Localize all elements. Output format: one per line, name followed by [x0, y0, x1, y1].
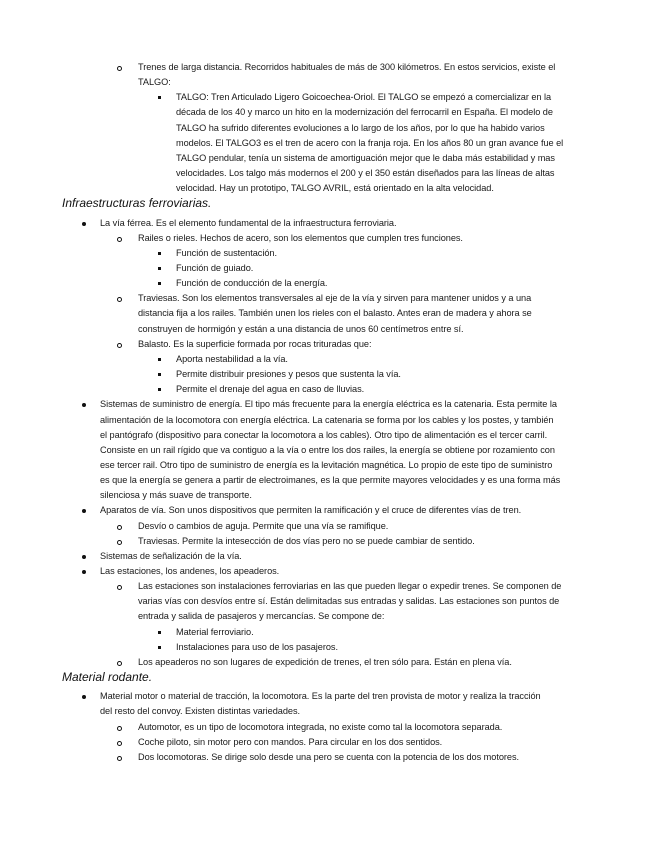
list-item-continuation: velocidad. Hay un prototipo, TALGO AVRIL, está orientado en la alta velocidad.: [176, 183, 494, 194]
list-item-text: Aparatos de vía. Son unos dispositivos que permiten la ramificación y el cruce de diferentes vías de tren.: [100, 505, 522, 516]
list-item-continuation: del resto del convoy. Existen distintas variedades.: [100, 706, 301, 717]
list-item-text: Material ferroviario.: [176, 626, 254, 637]
list-item-text: Sistemas de suministro de energía. El tipo más frecuente para la energía eléctrica es la catenaria. Esta permite la: [100, 399, 557, 410]
bullet-disc-icon: [82, 403, 86, 407]
section-heading: Material rodante.: [62, 670, 153, 685]
list-item-continuation: silenciosa y más suave de transporte.: [100, 490, 252, 501]
list-item-text: Las estaciones, los andenes, los apeaderos.: [100, 566, 280, 576]
list-item-continuation: construyen de hormigón y están a una distancia de unos 60 centímetros entre sí.: [138, 323, 464, 334]
list-item-text: Función de conducción de la energía.: [176, 278, 328, 289]
list-item-text: Balasto. Es la superficie formada por rocas trituradas que:: [138, 338, 372, 349]
list-item-text: Permite el drenaje del agua en caso de lluvias.: [176, 384, 365, 395]
bullet-circle-icon: [117, 237, 122, 242]
list-item-text: Las estaciones son instalaciones ferroviarias en las que pueden llegar o expedir trenes. Se componen de: [138, 581, 562, 592]
list-item-text: Dos locomotoras. Se dirige solo desde una pero se cuenta con la potencia de los dos motores.: [138, 751, 519, 762]
list-item-text: Traviesas. Permite la intesección de dos vías pero no se puede cambiar de sentido.: [138, 535, 475, 546]
list-item-text: Instalaciones para uso de los pasajeros.: [176, 641, 338, 652]
list-item-text: Desvío o cambios de aguja. Permite que una vía se ramifique.: [138, 520, 389, 531]
list-item-continuation: alimentación de la locomotora con energía eléctrica. La catenaria se forma por los cables y los postes, y también: [100, 414, 554, 425]
list-item-text: Función de sustentación.: [176, 247, 277, 258]
list-item-continuation: TALGO pendular, tenía un sistema de amortiguación mejor que le daba más estabilidad y mas: [176, 152, 555, 163]
list-item-text: Railes o rieles. Hechos de acero, son los elementos que cumplen tres funciones.: [138, 232, 463, 243]
list-item-text: Coche piloto, sin motor pero con mandos. Para circular en los dos sentidos.: [138, 736, 443, 747]
list-item-text: Función de guiado.: [176, 263, 254, 273]
bullet-square-icon: [158, 373, 161, 376]
list-item-continuation: entrada y salida de pasajeros y mercancías. Se compone de:: [138, 611, 385, 622]
list-item-text: Aporta nestabilidad a la vía.: [176, 353, 288, 364]
list-item-text: TALGO: Tren Articulado Ligero Goicoechea-Oriol. El TALGO se empezó a comercializar en la: [176, 92, 552, 103]
list-item-continuation: ese tercer rail. Otro tipo de suministro de energía es la levitación magnética. Lo propio de este tipo de suministro: [100, 459, 553, 470]
bullet-circle-icon: [117, 661, 122, 666]
bullet-square-icon: [158, 631, 161, 634]
bullet-circle-icon: [117, 525, 122, 530]
list-item-continuation: TALGO ha sufrido diferentes evoluciones a lo largo de los años, por lo que ha habido varios: [176, 122, 545, 133]
bullet-square-icon: [158, 646, 161, 649]
bullet-circle-icon: [117, 66, 122, 71]
list-item-continuation: es que la energía se genera a partir de electroimanes, es la que permite mayores velocidades y es una forma más: [100, 475, 561, 486]
bullet-disc-icon: [82, 695, 86, 699]
bullet-circle-icon: [117, 585, 122, 590]
list-item-text: Los apeaderos no son lugares de expedición de trenes, el tren sólo para. Están en plena vía.: [138, 656, 512, 667]
bullet-disc-icon: [82, 570, 86, 574]
list-item-text: La vía férrea. Es el elemento fundamental de la infraestructura ferroviaria.: [100, 217, 397, 228]
list-item-text: Material motor o material de tracción, la locomotora. Es la parte del tren provista de motor y realiza la tracción: [100, 691, 541, 702]
bullet-square-icon: [158, 388, 161, 391]
list-item-continuation: modelos. El TALGO3 es el tren de acero con la franja roja. En los años 80 un gran avance fue el: [176, 137, 564, 148]
bullet-circle-icon: [117, 297, 122, 302]
list-item-text: Automotor, es un tipo de locomotora integrada, no existe como tal la locomotora separada.: [138, 721, 503, 732]
list-item-text: Trenes de larga distancia. Recorridos habituales de más de 300 kilómetros. En estos servicios, existe el: [138, 62, 556, 72]
list-item-text: Traviesas. Son los elementos transversales al eje de la vía y sirven para mantener unidos y a una: [138, 293, 532, 304]
bullet-square-icon: [158, 252, 161, 255]
list-item-continuation: velocidades. Los talgo más modernos el 200 y el 350 están diseñados para las líneas de altas: [176, 168, 555, 179]
bullet-square-icon: [158, 96, 161, 99]
bullet-circle-icon: [117, 756, 122, 761]
list-item-continuation: distancia fija a los railes. También unen los rieles con el balasto. Antes eran de madera y ahora se: [138, 308, 532, 319]
bullet-circle-icon: [117, 741, 122, 746]
list-item-text: Permite distribuir presiones y pesos que sustenta la vía.: [176, 369, 401, 380]
bullet-circle-icon: [117, 343, 122, 348]
bullet-square-icon: [158, 282, 161, 285]
list-item-continuation: Consiste en un rail rígido que va contiguo a la vía o entre los dos railes, la energía se obtiene por rozamiento con: [100, 444, 555, 455]
list-item-continuation: TALGO:: [138, 77, 171, 88]
bullet-disc-icon: [82, 555, 86, 559]
list-item-continuation: varias vías con desvíos entre sí. Están delimitadas sus entradas y salidas. Las estaciones son puntos de: [138, 596, 560, 607]
bullet-square-icon: [158, 358, 161, 361]
bullet-disc-icon: [82, 509, 86, 513]
section-heading: Infraestructuras ferroviarias.: [62, 196, 212, 211]
bullet-circle-icon: [117, 540, 122, 545]
bullet-disc-icon: [82, 222, 86, 226]
list-item-text: Sistemas de señalización de la vía.: [100, 550, 242, 561]
list-item-continuation: el pantógrafo (dispositivo para conectar la locomotora a los cables). Otro tipo de alimentación es el tercer carril.: [100, 429, 548, 440]
bullet-square-icon: [158, 267, 161, 270]
list-item-continuation: década de los 40 y marco un hito en la modernización del ferrocarril en España. El modelo de: [176, 107, 553, 118]
bullet-circle-icon: [117, 726, 122, 731]
